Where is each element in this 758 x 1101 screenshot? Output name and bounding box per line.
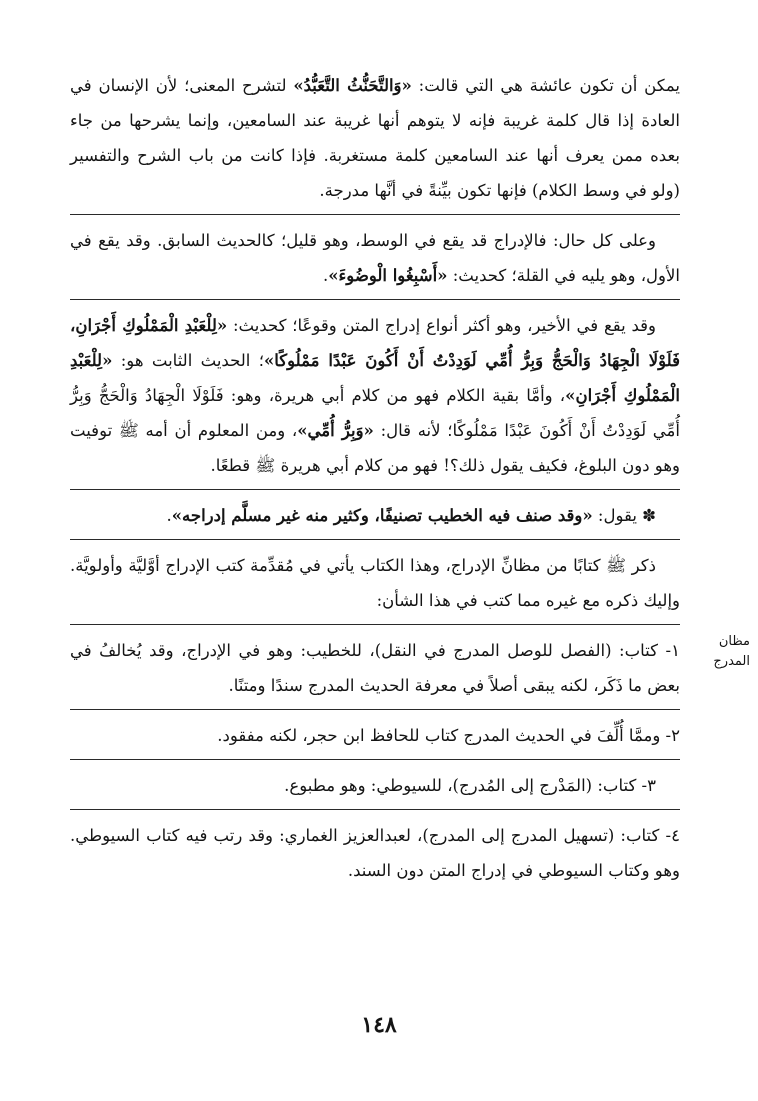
divider: [70, 299, 680, 300]
paragraph-idraj-position: [70, 223, 680, 293]
paragraph-aisha: [70, 68, 680, 208]
text-run: ✽ يقول:: [592, 506, 656, 525]
margin-note: مظان المدرج: [713, 634, 750, 669]
hadith-quote: «وَبِرُّ أُمِّي»: [297, 421, 374, 440]
text-run: ، وأمَّا بقية الكلام فهو من كلام أبي هريرة، وهو: فَلَوْلَا الْجِهَادُ وَالْحَجُّ وَبِرُّ أُمِّي لَوَدِدْتُ أَنْ أَكُونَ عَبْدًا مَمْلُوكًا؛ لأنه قال:: [70, 386, 680, 440]
divider: [70, 809, 680, 810]
page-number: ١٤٨: [361, 1012, 397, 1038]
main-text: [70, 68, 680, 888]
hadith-quote: «أَسْبِغُوا الْوضُوءَ»: [328, 266, 448, 285]
text-run: ، ومن المعلوم أن أمه ﷺ توفيت وهو دون البلوغ، فكيف يقول ذلك؟! فهو من كلام أبي هريرة ﷺ قطعًا.: [70, 421, 680, 475]
hadith-quote: «لِلْعَبْدِ الْمَمْلُوكِ أَجْرَانِ، فَلَوْلَا الْجِهَادُ وَالْحَجُّ وَبِرُّ أُمِّي لَوَدِدْتُ أَنْ أَكُونَ عَبْدًا مَمْلُوكًا»: [70, 316, 680, 370]
hadith-quote: «وَالتَّحَنُّثُ التَّعَبُّدُ»: [293, 76, 412, 95]
text-run: يمكن أن تكون عائشة هي التي قالت:: [411, 76, 680, 95]
paragraph-books-intro: ذكر ﷺ كتابًا من مظانِّ الإدراج، وهذا الكتاب يأتي في مُقدِّمة كتب الإدراج أوَّليَّة وأولويَّة. وإليك ذكره مع غيره مما كتب في هذا الشأن:: [70, 556, 680, 610]
text-run: .: [166, 506, 172, 525]
text-run: لتشرح المعنى؛ لأن الإنسان في العادة إذا قال كلمة غريبة فإنه لا يتوهم أنها غريبة عند السامعين، وإنما يشرحها من جاء بعده ممن يعرف أنها عند السامعين كلمة مستغربة. فإذا كانت من باب الشرح والتفسير (ولو في وسط الكلام) فإنها تكون بيِّنةً في أنَّها مدرجة.: [70, 76, 680, 200]
book-item-3: ٣- كتاب: (المَدْرج إلى المُدرج)، للسيوطي: وهو مطبوع.: [284, 776, 656, 795]
book-item-4: ٤- كتاب: (تسهيل المدرج إلى المدرج)، لعبدالعزيز الغماري: وقد رتب فيه كتاب السيوطي. وهو وكتاب السيوطي في إدراج المتن دون السند.: [70, 826, 680, 880]
text-run: .: [322, 266, 329, 285]
author-quote: «وقد صنف فيه الخطيب تصنيفًا، وكثير منه غير مسلَّم إدراجه»: [171, 506, 593, 525]
divider: [70, 489, 680, 490]
text-run: ؛ الحديث الثابت هو:: [112, 351, 264, 370]
hadith-quote: «لِلْعَبْدِ الْمَمْلُوكِ أَجْرَانِ»: [70, 351, 680, 405]
book-item-1: ١- كتاب: (الفصل للوصل المدرج في النقل)، للخطيب: وهو في الإدراج، وقد يُخالفُ في بعض ما ذَكَر، لكنه يبقى أصلاً في معرفة الحديث المدرج سندًا ومتنًا.: [70, 641, 680, 695]
book-item-2: ٢- وممَّا أُلِّفَ في الحديث المدرج كتاب للحافظ ابن حجر، لكنه مفقود.: [217, 726, 680, 745]
divider: [70, 709, 680, 710]
text-run: وعلى كل حال: فالإدراج قد يقع في الوسط، وهو قليل؛ كالحديث السابق. وقد يقع في الأول، وهو يليه في القلة؛ كحديث:: [70, 231, 680, 285]
divider: [70, 624, 680, 625]
divider: [70, 539, 680, 540]
text-run: وقد يقع في الأخير، وهو أكثر أنواع إدراج المتن وقوعًا؛ كحديث:: [227, 316, 656, 335]
paragraph-idraj-end: [70, 308, 680, 483]
divider: [70, 214, 680, 215]
divider: [70, 759, 680, 760]
paragraph-author-quote: [70, 498, 680, 533]
